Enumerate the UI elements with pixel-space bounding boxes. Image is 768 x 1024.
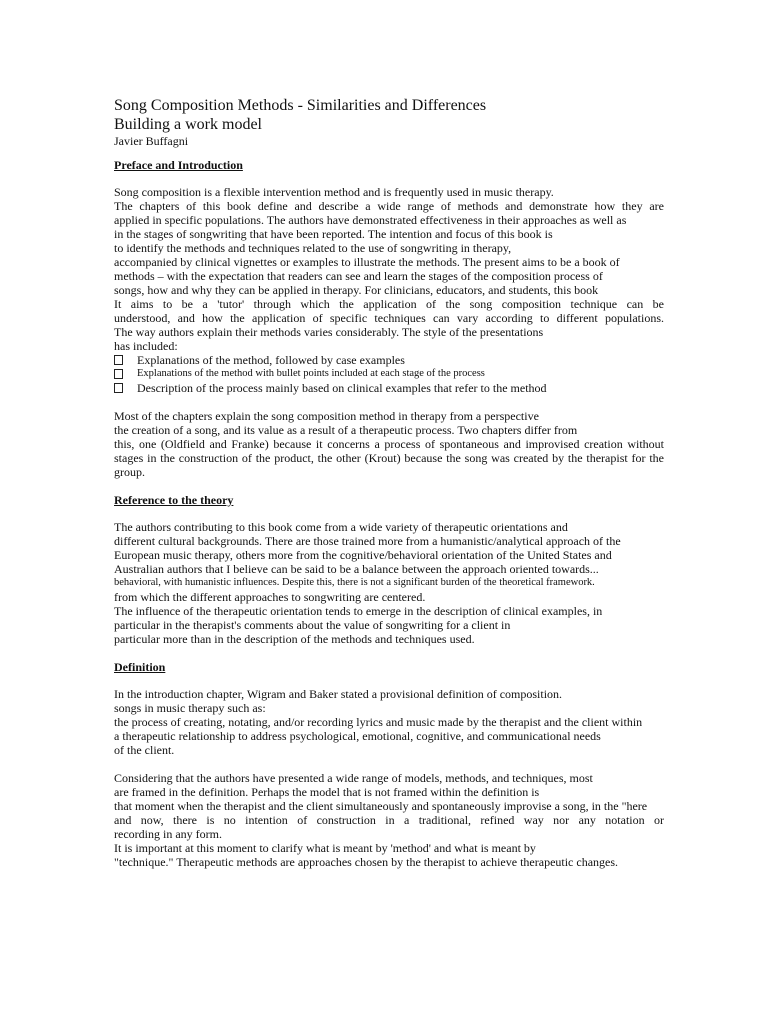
paragraph-line: accompanied by clinical vignettes or examples to illustrate the methods. The present aims to be a book of — [114, 255, 620, 269]
bullet-item — [114, 353, 664, 367]
paragraph-line: a therapeutic relationship to address psychological, emotional, cognitive, and communicational needs — [114, 729, 601, 743]
paragraph-line: European music therapy, others more from the cognitive/behavioral orientation of the United States and — [114, 548, 612, 562]
checkbox-bullet-icon — [114, 355, 123, 365]
paragraph-line: the process of creating, notating, and/or recording lyrics and music made by the therapist and the client within — [114, 715, 643, 729]
paragraph-line: the creation of a song, and its value as a result of a therapeutic process. Two chapters differ from — [114, 423, 578, 437]
paragraph-line: and now, there is no intention of construction in a traditional, refined way nor any notation or — [114, 813, 664, 827]
paragraph-line: behavioral, with humanistic influences. Despite this, there is not a significant burden of the theoretical framework. — [114, 577, 595, 588]
paragraph-line: The chapters of this book define and describe a wide range of methods and demonstrate how they are — [114, 199, 664, 213]
paragraph-line: In the introduction chapter, Wigram and Baker stated a provisional definition of composition. — [114, 687, 563, 701]
bullet-text: Explanations of the method with bullet points included at each stage of the process — [137, 368, 485, 379]
paragraph-line: recording in any form. — [114, 827, 222, 841]
paragraph-line: this, one (Oldfield and Franke) because it concerns a process of spontaneous and improvised creation without — [114, 437, 664, 451]
paragraph-line: songs in music therapy such as: — [114, 701, 266, 715]
bullet-item — [114, 367, 664, 381]
document-page — [114, 96, 664, 869]
paragraph-line: stages in the construction of the product, the other (Krout) because the song was created by the therapist for the — [114, 451, 664, 465]
doc-subtitle: Building a work model — [114, 116, 262, 133]
paragraph-line: The way authors explain their methods varies considerably. The style of the presentations — [114, 325, 544, 339]
paragraph-line: Australian authors that I believe can be said to be a balance between the approach oriented towards... — [114, 562, 599, 576]
paragraph-line: in the stages of songwriting that have been reported. The intention and focus of this book is — [114, 227, 553, 241]
paragraph-line: It is important at this moment to clarify what is meant by 'method' and what is meant by — [114, 841, 536, 855]
paragraph-line: Song composition is a flexible intervention method and is frequently used in music therapy. — [114, 185, 554, 199]
paragraph-line: of the client. — [114, 743, 175, 757]
paragraph-line: understood, and how the application of specific techniques can vary according to different populations. — [114, 311, 664, 325]
paragraph-line: different cultural backgrounds. There are those trained more from a humanistic/analytical approach of the — [114, 534, 621, 548]
paragraph-line: methods – with the expectation that readers can see and learn the stages of the composition process of — [114, 269, 603, 283]
paragraph-line: has included: — [114, 339, 178, 353]
paragraph-line: Considering that the authors have presented a wide range of models, methods, and techniques, most — [114, 771, 593, 785]
paragraph-line: The authors contributing to this book come from a wide variety of therapeutic orientations and — [114, 520, 568, 534]
paragraph-line: songs, how and why they can be applied in therapy. For clinicians, educators, and students, this book — [114, 283, 599, 297]
bullet-item — [114, 381, 664, 395]
paragraph-line: Most of the chapters explain the song composition method in therapy from a perspective — [114, 409, 539, 423]
paragraph-line: are framed in the definition. Perhaps the model that is not framed within the definition is — [114, 785, 540, 799]
paragraph-line: to identify the methods and techniques related to the use of songwriting in therapy, — [114, 241, 512, 255]
paragraph-line: from which the different approaches to songwriting are centered. — [114, 590, 426, 604]
heading-preface: Preface and Introduction — [114, 158, 243, 172]
paragraph-line: particular more than in the description of the methods and techniques used. — [114, 632, 475, 646]
paragraph-line: applied in specific populations. The authors have demonstrated effectiveness in their approaches as well as — [114, 213, 627, 227]
paragraph-line: particular in the therapist's comments about the value of songwriting for a client in — [114, 618, 511, 632]
paragraph-line: The influence of the therapeutic orientation tends to emerge in the description of clinical examples, in — [114, 604, 603, 618]
checkbox-bullet-icon — [114, 369, 123, 379]
heading-theory: Reference to the theory — [114, 493, 234, 507]
bullet-text: Description of the process mainly based on clinical examples that refer to the method — [137, 381, 547, 395]
heading-definition: Definition — [114, 660, 166, 674]
paragraph-line: It aims to be a 'tutor' through which the application of the song composition technique can be — [114, 297, 664, 311]
doc-title: Song Composition Methods - Similarities and Differences — [114, 97, 487, 114]
doc-author: Javier Buffagni — [114, 134, 189, 148]
paragraph-line: group. — [114, 465, 145, 479]
checkbox-bullet-icon — [114, 383, 123, 393]
paragraph-line: "technique." Therapeutic methods are approaches chosen by the therapist to achieve therapeutic changes. — [114, 855, 619, 869]
bullet-text: Explanations of the method, followed by case examples — [137, 353, 405, 367]
paragraph-line: that moment when the therapist and the client simultaneously and spontaneously improvise a song, in the "here — [114, 799, 648, 813]
